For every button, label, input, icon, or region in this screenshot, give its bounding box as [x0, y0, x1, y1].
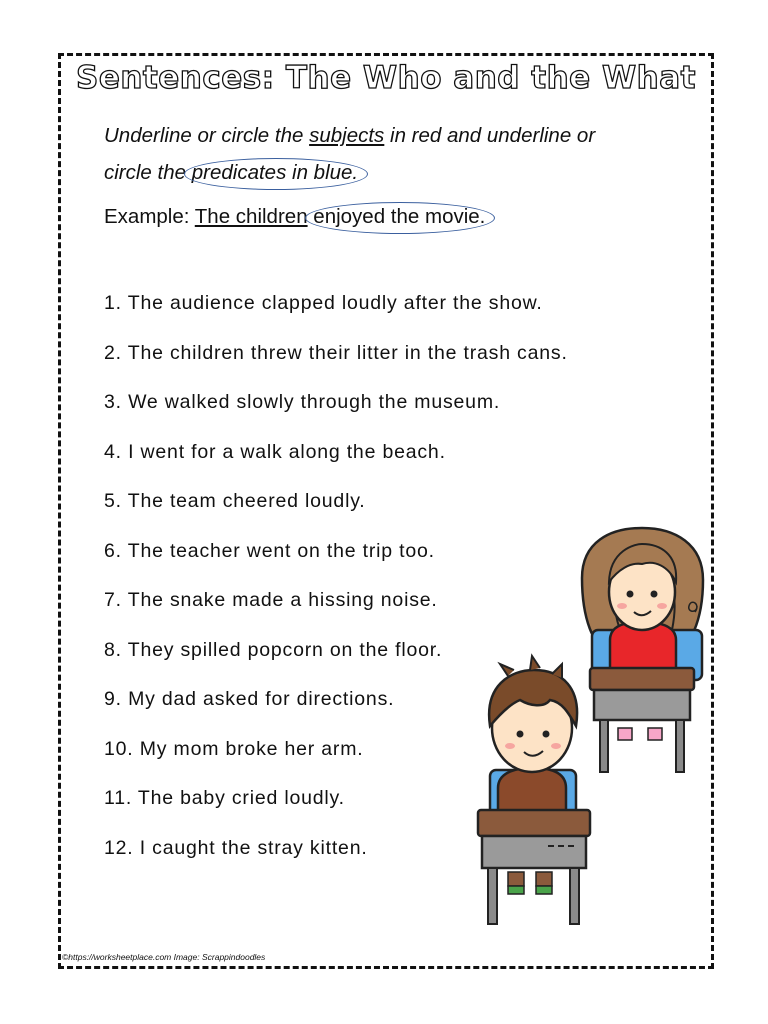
example-predicate: enjoyed the movie.: [313, 205, 486, 228]
copyright-footer: ©https://worksheetplace.com Image: Scrappindoodles: [62, 952, 266, 962]
instructions-text-c: circle the: [104, 161, 192, 184]
instructions-line-2: [104, 161, 358, 185]
instructions-line-1: [104, 124, 595, 148]
subjects-keyword: subjects: [309, 124, 385, 147]
instructions-text-b: in red and underline or: [384, 124, 596, 147]
sentence-item: 4. I went for a walk along the beach.: [104, 440, 446, 463]
sentence-item: 12. I caught the stray kitten.: [104, 836, 368, 859]
predicates-keyword: predicates in blue.: [191, 161, 359, 184]
sentence-item: 9. My dad asked for directions.: [104, 688, 395, 710]
sentence-item: 2. The children threw their litter in the trash cans.: [104, 341, 568, 364]
boy-figure: [478, 656, 590, 924]
sentence-item: 1. The audience clapped loudly after the show.: [104, 292, 543, 314]
worksheet-title: Sentences: The Who and the What: [76, 60, 696, 96]
children-at-desks-illustration: [470, 520, 710, 930]
example-subject: The children: [194, 205, 308, 228]
sentence-item: 8. They spilled popcorn on the floor.: [104, 638, 443, 661]
sentence-item: 5. The team cheered loudly.: [104, 490, 366, 512]
girl-figure: [582, 528, 703, 772]
sentence-item: 7. The snake made a hissing noise.: [104, 589, 438, 611]
sentence-item: 11. The baby cried loudly.: [104, 787, 345, 809]
sentence-item: 3. We walked slowly through the museum.: [104, 391, 501, 413]
sentence-item: 6. The teacher went on the trip too.: [104, 539, 435, 562]
instructions-text-a: Underline or circle the: [104, 124, 310, 147]
sentence-item: 10. My mom broke her arm.: [104, 737, 364, 760]
example-label: Example:: [104, 205, 195, 228]
example-sentence: [104, 205, 485, 229]
